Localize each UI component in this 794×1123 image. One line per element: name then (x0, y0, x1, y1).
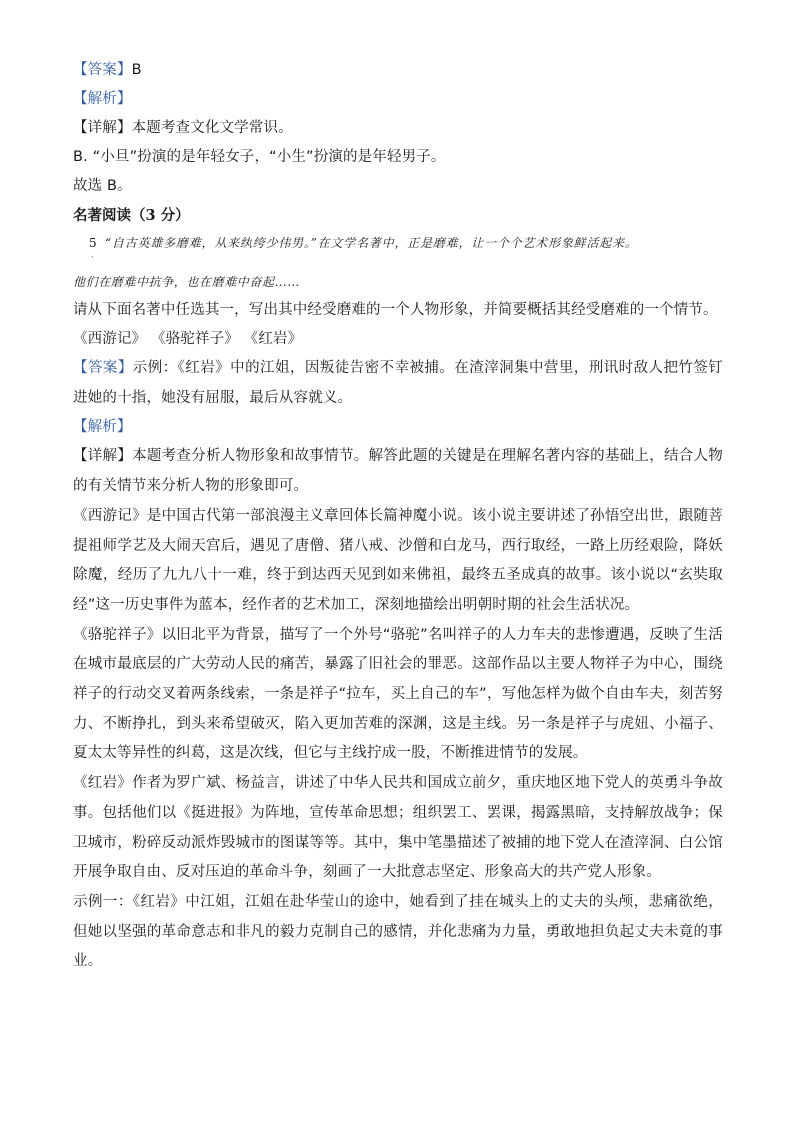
detail-text: 本题考查文化文学常识。 (131, 120, 293, 136)
question-number: 5 (89, 236, 97, 250)
detail-text: 本题考查分析人物形象和故事情节。解答此题的关键是在理解名著内容的基础上，结合人物的有关情节来分析人物的形象即可。 (73, 448, 723, 495)
q4-detail-line (73, 114, 723, 143)
answer-text: 示例：《红岩》中的江姐，因叛徒告密不幸被捕。在渣滓洞集中营里，刑讯时敌人把竹签钉进她的十指，她没有屈服，最后从容就义。 (73, 360, 723, 406)
q5-books: 《西游记》 《骆驼祥子》 《红岩》 (73, 331, 303, 347)
q4-answer-line (73, 56, 723, 85)
answer-tag: 【答案】 (73, 62, 132, 78)
analysis-label: 【解析】 (73, 91, 132, 107)
paragraph-xiyouji: 《西游记》是中国古代第一部浪漫主义章回体长篇神魔小说。该小说主要讲述了孙悟空出世，跟随菩提祖师学艺及大闹天宫后，遇见了唐僧、猪八戒、沙僧和白龙马，西行取经，一路上历经艰险，降妖除魔，经历了九九八十一难，终于到达西天见到如来佛祖，最终五圣成真的故事。该小说以“玄奘取经”这一历史事件为蓝本，经作者的艺术加工，深刻地描绘出明朝时期的社会生活状况。 (73, 507, 723, 613)
analysis-label: 【解析】 (73, 419, 132, 436)
q5-analysis-line (73, 413, 723, 442)
paragraph-luotuo-xiangzi: 《骆驼祥子》以旧北平为背景，描写了一个外号“骆驼”名叫祥子的人力车夫的悲惨遭遇，反映了生活在城市最底层的广大劳动人民的痛苦，暴露了旧社会的罪恶。这部作品以主要人物祥子为中心，围绕祥子的行动交叉着两条线索，一条是祥子“拉车，买上自己的车”，写他怎样为做个自由车夫，刻苦努力、不断挣扎，到头来希望破灭，陷入更加苦难的深渊，这是主线。另一条是祥子与虎妞、小福子、夏太太等异性的纠葛，这是次线，但它与主线拧成一股，不断推进情节的发展。 (73, 626, 723, 762)
document-page (73, 56, 723, 977)
q4-option-b-line: B. “小旦”扮演的是年轻女子，“小生”扮演的是年轻男子。 (73, 149, 446, 165)
q5-answer (73, 354, 723, 413)
q5-stem-line-1 (73, 230, 723, 268)
answer-value: B (131, 62, 142, 78)
q5-stem-text-1: “自古英雄多磨难，从来纨绔少伟男。”在文学名著中，正是磨难，让一个个艺术形象鲜活起来。 (105, 236, 638, 250)
detail-tag: 【详解】 (73, 120, 132, 136)
q4-conclusion-line: 故选 B。 (73, 178, 132, 194)
paragraph-example-1: 示例一：《红岩》中江姐，江姐在赴华莹山的途中，她看到了挂在城头上的丈夫的头颅，悲痛欲绝，但她以坚强的革命意志和非凡的毅力克制自己的感情，并化悲痛为力量，勇敢地担负起丈夫未竟的事业。 (73, 893, 723, 970)
detail-tag: 【详解】 (73, 448, 133, 465)
answer-tag: 【答案】 (73, 360, 133, 376)
q5-instruction: 请从下面名著中任选其一，写出其中经受磨难的一个人物形象，并简要概括其经受磨难的一个情节。 (73, 302, 718, 318)
q5-stem-line-2: 他们在磨难中抗争，也在磨难中奋起…… (73, 275, 300, 289)
q4-analysis-line (73, 85, 723, 114)
q5-detail (73, 442, 723, 501)
section-title: 名著阅读（3 分） (73, 207, 190, 224)
emphasis-dot: · (91, 253, 94, 262)
paragraph-hongyan: 《红岩》作者为罗广斌、杨益言，讲述了中华人民共和国成立前夕，重庆地区地下党人的英勇斗争故事。包括他们以《挺进报》为阵地，宣传革命思想；组织罢工、罢课，揭露黑暗，支持解放战争；保卫城市，粉碎反动派炸毁城市的图谋等等。其中，集中笔墨描述了被捕的地下党人在渣滓洞、白公馆开展争取自由、反对压迫的革命斗争，刻画了一大批意志坚定、形象高大的共产党人形象。 (73, 775, 723, 881)
